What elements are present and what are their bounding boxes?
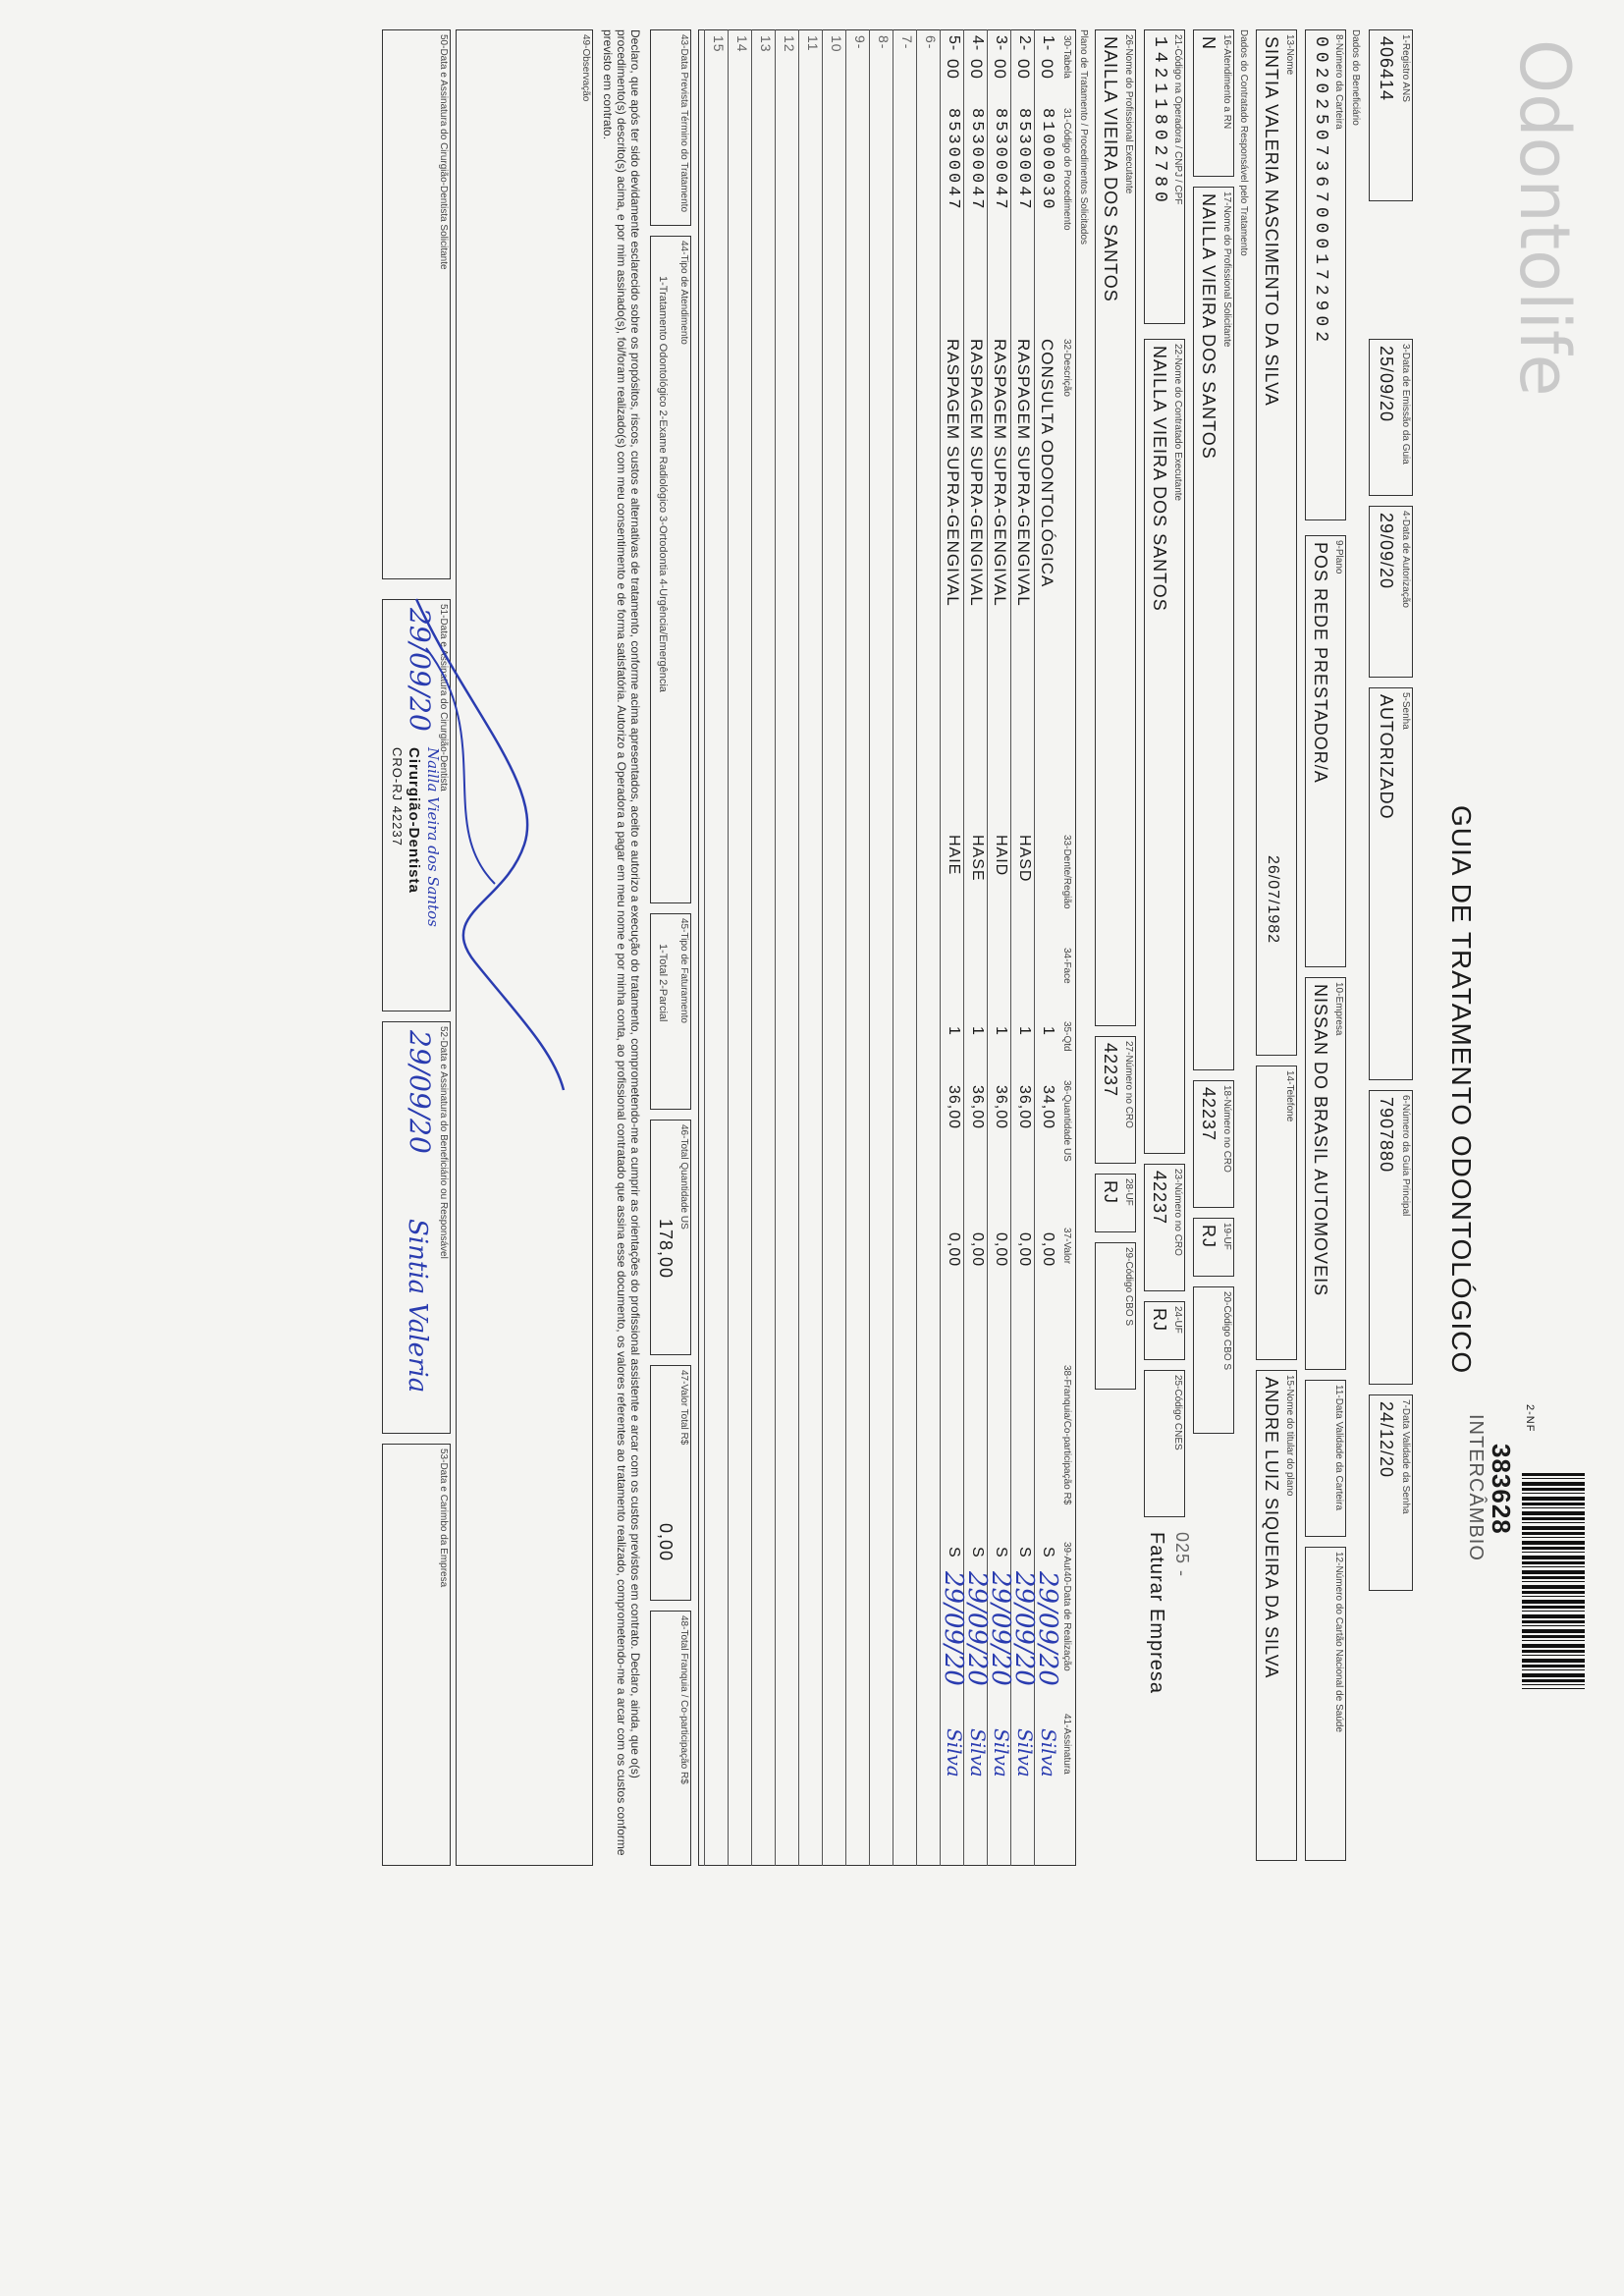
row-codigo: 85300047 (944, 108, 962, 212)
field-atendimento-rn: 16-Atendimento a RN N (1193, 29, 1234, 177)
col-regiao: 33-Dente/Região (1061, 835, 1072, 909)
row-descricao: CONSULTA ODONTOLÓGICA (1038, 339, 1056, 588)
row-divider (728, 29, 729, 1866)
row-tabela: 00 (1038, 59, 1056, 80)
row-valor: 0,00 (969, 1232, 986, 1268)
row-divider (798, 29, 799, 1866)
field-assinatura-executante: 51-Data e Assinatura do Cirurgião-Dentista 29/09/20 Nailla Vieira dos Santos Cirurgião-Dentista CRO-RJ 42237 (382, 599, 451, 1011)
row-regiao: HAIE (946, 835, 962, 876)
field-codigo-cbo: 20-Código CBO S (1193, 1286, 1234, 1434)
row-number: 1- (1040, 35, 1056, 52)
row-data: 29/09/20 (962, 1571, 992, 1686)
field-senha: 5-Senha AUTORIZADO (1369, 687, 1413, 1080)
faturar-empresa: Faturar Empresa (1146, 1532, 1167, 1695)
row-number: 13 (758, 35, 774, 53)
row-codigo: 81000030 (1038, 108, 1056, 212)
row-us: 34,00 (1040, 1085, 1056, 1130)
row-aut: S (1016, 1547, 1033, 1558)
col-aut: 39-Aut (1061, 1542, 1072, 1571)
row-data: 29/09/20 (1009, 1571, 1039, 1686)
field-data-autorizacao: 4-Data de Autorização 29/09/20 (1369, 506, 1413, 678)
row-number: 7- (899, 35, 915, 50)
col-codigo: 31-Código do Procedimento (1061, 108, 1072, 231)
row-divider (845, 29, 846, 1866)
col-data: 40-Data de Realização (1061, 1571, 1072, 1671)
field-observacao: 49-Observação (456, 29, 593, 1866)
field-plano: 9-Plano POS REDE PRESTADOR/A (1305, 535, 1346, 967)
row-number: 15 (711, 35, 727, 53)
signature-scribble (397, 589, 583, 1100)
field-numero-cro-3: 27-Número no CRO 42237 (1095, 1036, 1136, 1164)
row-number: 2- (1016, 35, 1033, 52)
row-codigo: 85300047 (1014, 108, 1033, 212)
row-qtd: 1 (946, 1026, 962, 1036)
row-number: 3- (993, 35, 1009, 52)
field-assinatura-beneficiario: 52-Data e Assinatura do Beneficiário ou Responsável 29/09/20 Sintia Valeria (382, 1021, 451, 1434)
row-data: 29/09/20 (939, 1571, 968, 1686)
field-total-us: 46-Total Quantidade US 178,00 (650, 1120, 691, 1355)
declaration-text: Declaro, que após ter sido devidamente esclarecido sobre os propósitos, riscos, custos e alternativas de tratamento, conforme acima apresentados, aceito e autorizo a execução do tratamento, comprometendo-me a cumprir as orientações do profissional assistente e arcar com os custos previstos em contrato. Declaro, ainda, que o(s) procedimento(s) descrito(s) acima, e por mim assinado(s), foi/foram realizado(s) com meu consentimento e de forma satisfatória. Autorizo a Operadora a pagar em meu nome e por minha conta, ao profissional contratado que assina esse documento, os valores referentes ao tratamento realizado, comprometendo-me a arcar com os custos conforme previsto em contrato. (601, 29, 642, 1856)
barcode-image (1522, 1473, 1585, 1689)
field-registro-ans: 1-Registro ANS 406414 (1369, 29, 1413, 201)
row-number: 5- (946, 35, 962, 52)
field-total-franquia: 48-Total Franquia / Co-participação R$ (650, 1611, 691, 1866)
row-divider (916, 29, 917, 1866)
field-validade-carteira: 11-Data Validade da Carteira (1305, 1380, 1346, 1537)
field-validade-senha: 7-Data Validade da Senha 24/12/20 (1369, 1394, 1413, 1591)
row-number: 14 (734, 35, 750, 53)
row-signature: Silva (1013, 1728, 1037, 1777)
faturar-code: 025 - (1172, 1532, 1192, 1578)
field-titular: 15-Nome do titular do plano ANDRE LUIZ SIQUEIRA DA SILVA (1256, 1370, 1297, 1861)
field-data-termino: 43-Data Prevista Término do Tratamento (650, 29, 691, 226)
field-nome: 13-Nome SINTIA VALERIA NASCIMENTO DA SILVA 26/07/1982 (1256, 29, 1297, 1056)
col-tabela: 30-Tabela (1061, 35, 1072, 79)
row-regiao: HASE (969, 835, 986, 882)
row-codigo: 85300047 (967, 108, 986, 212)
field-uf-3: 28-UF RJ (1095, 1174, 1136, 1232)
row-divider (751, 29, 752, 1866)
row-valor: 0,00 (1016, 1232, 1033, 1268)
row-regiao: HAID (993, 835, 1009, 877)
row-us: 36,00 (1016, 1085, 1033, 1130)
field-uf-2: 24-UF RJ (1144, 1301, 1185, 1360)
row-qtd: 1 (1016, 1026, 1033, 1036)
field-data-emissao: 3-Data de Emissão da Guia 25/09/20 (1369, 339, 1413, 496)
field-empresa: 10-Empresa NISSAN DO BRASIL AUTOMOVEIS (1305, 977, 1346, 1370)
row-codigo: 85300047 (991, 108, 1009, 212)
row-descricao: RASPAGEM SUPRA-GENGIVAL (967, 339, 986, 607)
row-qtd: 1 (969, 1026, 986, 1036)
guide-type: INTERCÂMBIO (1465, 1414, 1487, 1561)
row-aut: S (969, 1547, 986, 1558)
row-divider (775, 29, 776, 1866)
row-qtd: 1 (993, 1026, 1009, 1036)
col-franquia: 38-Franquia/Co-participação R$ (1061, 1365, 1072, 1505)
row-valor: 0,00 (946, 1232, 962, 1268)
field-numero-cro: 18-Número no CRO 42237 (1193, 1080, 1234, 1208)
row-us: 36,00 (969, 1085, 986, 1130)
company-logo: Odontolife (1504, 39, 1585, 397)
row-tabela: 00 (991, 59, 1009, 80)
field-telefone: 14-Telefone (1256, 1066, 1297, 1360)
field-carimbo-empresa: 53-Data e Carimbo da Empresa (382, 1444, 451, 1866)
row-regiao: HASD (1016, 835, 1033, 883)
row-data: 29/09/20 (986, 1571, 1015, 1686)
field-profissional-solicitante: 17-Nome do Profissional Solicitante NAILLA VIEIRA DOS SANTOS (1193, 187, 1234, 1070)
page-marker: 2-NF (1524, 1404, 1536, 1433)
col-descricao: 32-Descrição (1061, 339, 1072, 397)
row-number: 4- (969, 35, 986, 52)
field-codigo-cbo-3: 29-Código CBO S (1095, 1242, 1136, 1390)
row-number: 8- (876, 35, 892, 50)
row-number: 11 (805, 35, 821, 52)
row-number: 9- (852, 35, 868, 50)
row-data: 29/09/20 (1033, 1571, 1062, 1686)
field-codigo-operadora: 21-Código na Operadora / CNPJ / CPF 14211802780 (1144, 29, 1185, 324)
row-descricao: RASPAGEM SUPRA-GENGIVAL (991, 339, 1009, 607)
col-qtd: 35-Qtd (1061, 1021, 1072, 1052)
field-uf: 19-UF RJ (1193, 1218, 1234, 1277)
col-assinatura: 41-Assinatura (1061, 1714, 1072, 1775)
row-divider (869, 29, 870, 1866)
row-descricao: RASPAGEM SUPRA-GENGIVAL (1014, 339, 1033, 607)
row-tabela: 00 (1014, 59, 1033, 80)
form-title: GUIA DE TRATAMENTO ODONTOLÓGICO (1446, 805, 1477, 1375)
col-face: 34-Face (1061, 948, 1072, 984)
row-signature: Silva (990, 1728, 1013, 1777)
row-us: 36,00 (946, 1085, 962, 1130)
row-number: 12 (782, 35, 797, 53)
field-guia-principal: 6-Número da Guia Principal 7907880 (1369, 1090, 1413, 1385)
row-divider (940, 29, 941, 1866)
field-numero-carteira: 8-Número da Carteira 00202507367000172902 (1305, 29, 1346, 520)
section-contratado: Dados do Contratado Responsável pelo Tratamento (1238, 29, 1249, 256)
row-signature: Silva (966, 1728, 990, 1777)
col-qtd-us: 36-Quantidade US (1061, 1080, 1072, 1162)
section-plano-tratamento: Plano de Tratamento / Procedimentos Solicitados (1078, 29, 1089, 246)
row-aut: S (946, 1547, 962, 1558)
col-valor: 37-Valor (1061, 1228, 1072, 1265)
row-descricao: RASPAGEM SUPRA-GENGIVAL (944, 339, 962, 607)
row-aut: S (993, 1547, 1009, 1558)
row-valor: 0,00 (1040, 1232, 1056, 1268)
row-signature: Silva (943, 1728, 966, 1777)
section-beneficiario: Dados do Beneficiário (1350, 29, 1361, 126)
row-divider (822, 29, 823, 1866)
guide-number: 383628 (1487, 1444, 1516, 1535)
row-tabela: 00 (967, 59, 986, 80)
field-assinatura-solicitante: 50-Data e Assinatura do Cirurgião-Dentista Solicitante (382, 29, 451, 579)
row-us: 36,00 (993, 1085, 1009, 1130)
row-number: 10 (829, 35, 844, 53)
field-profissional-executante: 26-Nome do Profissional Executante NAILLA VIEIRA DOS SANTOS (1095, 29, 1136, 1026)
row-aut: S (1040, 1547, 1056, 1558)
row-valor: 0,00 (993, 1232, 1009, 1268)
row-number: 6- (923, 35, 939, 50)
field-valor-total: 47-Valor Total R$ 0,00 (650, 1365, 691, 1601)
field-numero-cro-2: 23-Número no CRO 42237 (1144, 1164, 1185, 1291)
row-divider (704, 29, 705, 1866)
field-cartao-nacional: 12-Número do Cartão Nacional de Saúde (1305, 1547, 1346, 1861)
row-qtd: 1 (1040, 1026, 1056, 1036)
field-tipo-atendimento: 44-Tipo de Atendimento 1-Tratamento Odontológico 2-Exame Radiológico 3-Ortodontia 4-Urgência/Emergência (650, 236, 691, 903)
row-signature: Silva (1037, 1728, 1060, 1777)
field-codigo-cnes: 25-Código CNES (1144, 1370, 1185, 1517)
field-nome-contratado: 22-Nome do Contratado Executante NAILLA VIEIRA DOS SANTOS (1144, 339, 1185, 1154)
field-tipo-faturamento: 45-Tipo de Faturamento 1-Total 2-Parcial (650, 913, 691, 1110)
row-tabela: 00 (944, 59, 962, 80)
